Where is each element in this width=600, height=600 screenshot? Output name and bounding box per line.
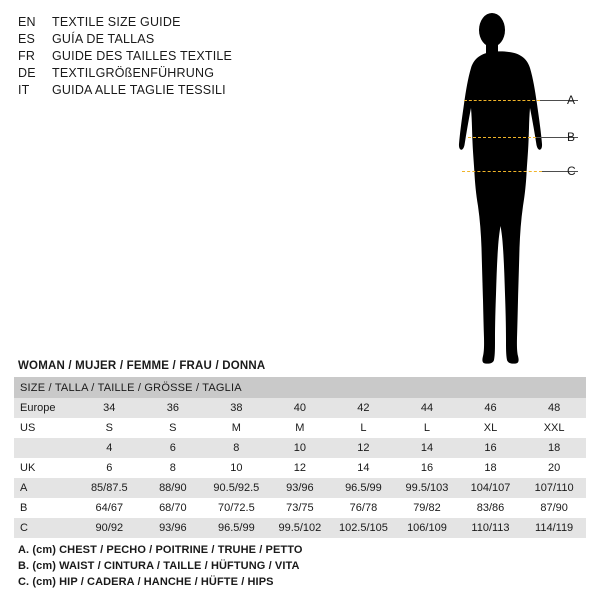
legend-note-c: C. (cm) HIP / CADERA / HANCHE / HÜFTE / HIPS xyxy=(18,576,274,588)
cell: 48 xyxy=(522,398,586,418)
cell: 34 xyxy=(78,398,142,418)
measurement-legend xyxy=(18,542,578,590)
gender-heading: WOMAN / MUJER / FEMME / FRAU / DONNA xyxy=(18,360,266,372)
table-header-label: SIZE / TALLA / TAILLE / GRÖSSE / TAGLIA xyxy=(14,377,586,398)
legend-note-a: A. (cm) CHEST / PECHO / POITRINE / TRUHE / PETTO xyxy=(18,544,303,556)
cell: 83/86 xyxy=(459,498,523,518)
cell: 8 xyxy=(141,458,205,478)
legend-note-b: B. (cm) WAIST / CINTURA / TAILLE / HÜFTUNG / VITA xyxy=(18,560,300,572)
title-row-de xyxy=(18,65,348,82)
cell: L xyxy=(395,418,459,438)
cell: 10 xyxy=(205,458,269,478)
table-header-row xyxy=(14,377,586,398)
title-text-de: TEXTILGRÖßENFÜHRUNG xyxy=(52,66,215,80)
cell: 6 xyxy=(141,438,205,458)
cell: S xyxy=(78,418,142,438)
cell: 6 xyxy=(78,458,142,478)
cell: 96.5/99 xyxy=(332,478,396,498)
cell: M xyxy=(205,418,269,438)
row-label-europe: Europe xyxy=(14,398,78,418)
cell: 106/109 xyxy=(395,518,459,538)
measure-label-c: C xyxy=(567,164,576,178)
cell: 8 xyxy=(205,438,269,458)
language-code-de: DE xyxy=(18,66,36,80)
cell: 87/90 xyxy=(522,498,586,518)
measure-label-b: B xyxy=(567,130,576,144)
cell: 70/72.5 xyxy=(205,498,269,518)
row-label-a: A xyxy=(14,478,78,498)
cell: 68/70 xyxy=(141,498,205,518)
cell: 107/110 xyxy=(522,478,586,498)
cell: 64/67 xyxy=(78,498,142,518)
cell: 36 xyxy=(141,398,205,418)
cell: 46 xyxy=(459,398,523,418)
female-silhouette-figure xyxy=(430,8,590,378)
cell: 99.5/103 xyxy=(395,478,459,498)
title-row-fr xyxy=(18,48,348,65)
row-label-uk: UK xyxy=(14,458,78,478)
title-text-it: GUIDA ALLE TAGLIE TESSILI xyxy=(52,83,226,97)
table-row xyxy=(14,518,586,538)
cell: 14 xyxy=(332,458,396,478)
cell: XL xyxy=(459,418,523,438)
table-row xyxy=(14,458,586,478)
cell: 90.5/92.5 xyxy=(205,478,269,498)
cell: 10 xyxy=(268,438,332,458)
cell: 90/92 xyxy=(78,518,142,538)
table-row xyxy=(14,438,586,458)
cell: 20 xyxy=(522,458,586,478)
cell: 93/96 xyxy=(141,518,205,538)
table-row xyxy=(14,478,586,498)
size-table xyxy=(14,377,586,538)
cell: 18 xyxy=(459,458,523,478)
cell: XXL xyxy=(522,418,586,438)
title-text-es: GUÍA DE TALLAS xyxy=(52,32,155,46)
cell: 104/107 xyxy=(459,478,523,498)
title-block xyxy=(18,14,348,99)
cell: 102.5/105 xyxy=(332,518,396,538)
cell: 99.5/102 xyxy=(268,518,332,538)
body-silhouette-icon xyxy=(430,8,590,378)
cell: 38 xyxy=(205,398,269,418)
hip-measure-line xyxy=(462,171,542,172)
cell: 44 xyxy=(395,398,459,418)
cell: 16 xyxy=(395,458,459,478)
row-label-b: B xyxy=(14,498,78,518)
title-row-it xyxy=(18,82,348,99)
cell: 16 xyxy=(459,438,523,458)
cell: 110/113 xyxy=(459,518,523,538)
cell: 18 xyxy=(522,438,586,458)
cell: 85/87.5 xyxy=(78,478,142,498)
size-table-block xyxy=(14,358,586,538)
cell: M xyxy=(268,418,332,438)
chest-measure-line xyxy=(464,100,540,101)
language-code-es: ES xyxy=(18,32,36,46)
title-text-en: TEXTILE SIZE GUIDE xyxy=(52,15,181,29)
title-row-es xyxy=(18,31,348,48)
cell: 93/96 xyxy=(268,478,332,498)
cell: S xyxy=(141,418,205,438)
waist-measure-line xyxy=(468,137,536,138)
cell: 42 xyxy=(332,398,396,418)
cell: 40 xyxy=(268,398,332,418)
cell: 96.5/99 xyxy=(205,518,269,538)
cell: 12 xyxy=(268,458,332,478)
cell: 73/75 xyxy=(268,498,332,518)
language-code-fr: FR xyxy=(18,49,36,63)
cell: 12 xyxy=(332,438,396,458)
table-row xyxy=(14,418,586,438)
cell: L xyxy=(332,418,396,438)
cell: 114/119 xyxy=(522,518,586,538)
cell: 4 xyxy=(78,438,142,458)
row-label-us: US xyxy=(14,418,78,438)
row-label-us-numeric xyxy=(14,438,78,458)
title-text-fr: GUIDE DES TAILLES TEXTILE xyxy=(52,49,233,63)
cell: 76/78 xyxy=(332,498,396,518)
row-label-c: C xyxy=(14,518,78,538)
cell: 79/82 xyxy=(395,498,459,518)
language-code-it: IT xyxy=(18,83,30,97)
measure-label-a: A xyxy=(567,93,576,107)
table-row xyxy=(14,498,586,518)
table-row xyxy=(14,398,586,418)
language-code-en: EN xyxy=(18,15,36,29)
cell: 88/90 xyxy=(141,478,205,498)
title-row-en xyxy=(18,14,348,31)
cell: 14 xyxy=(395,438,459,458)
